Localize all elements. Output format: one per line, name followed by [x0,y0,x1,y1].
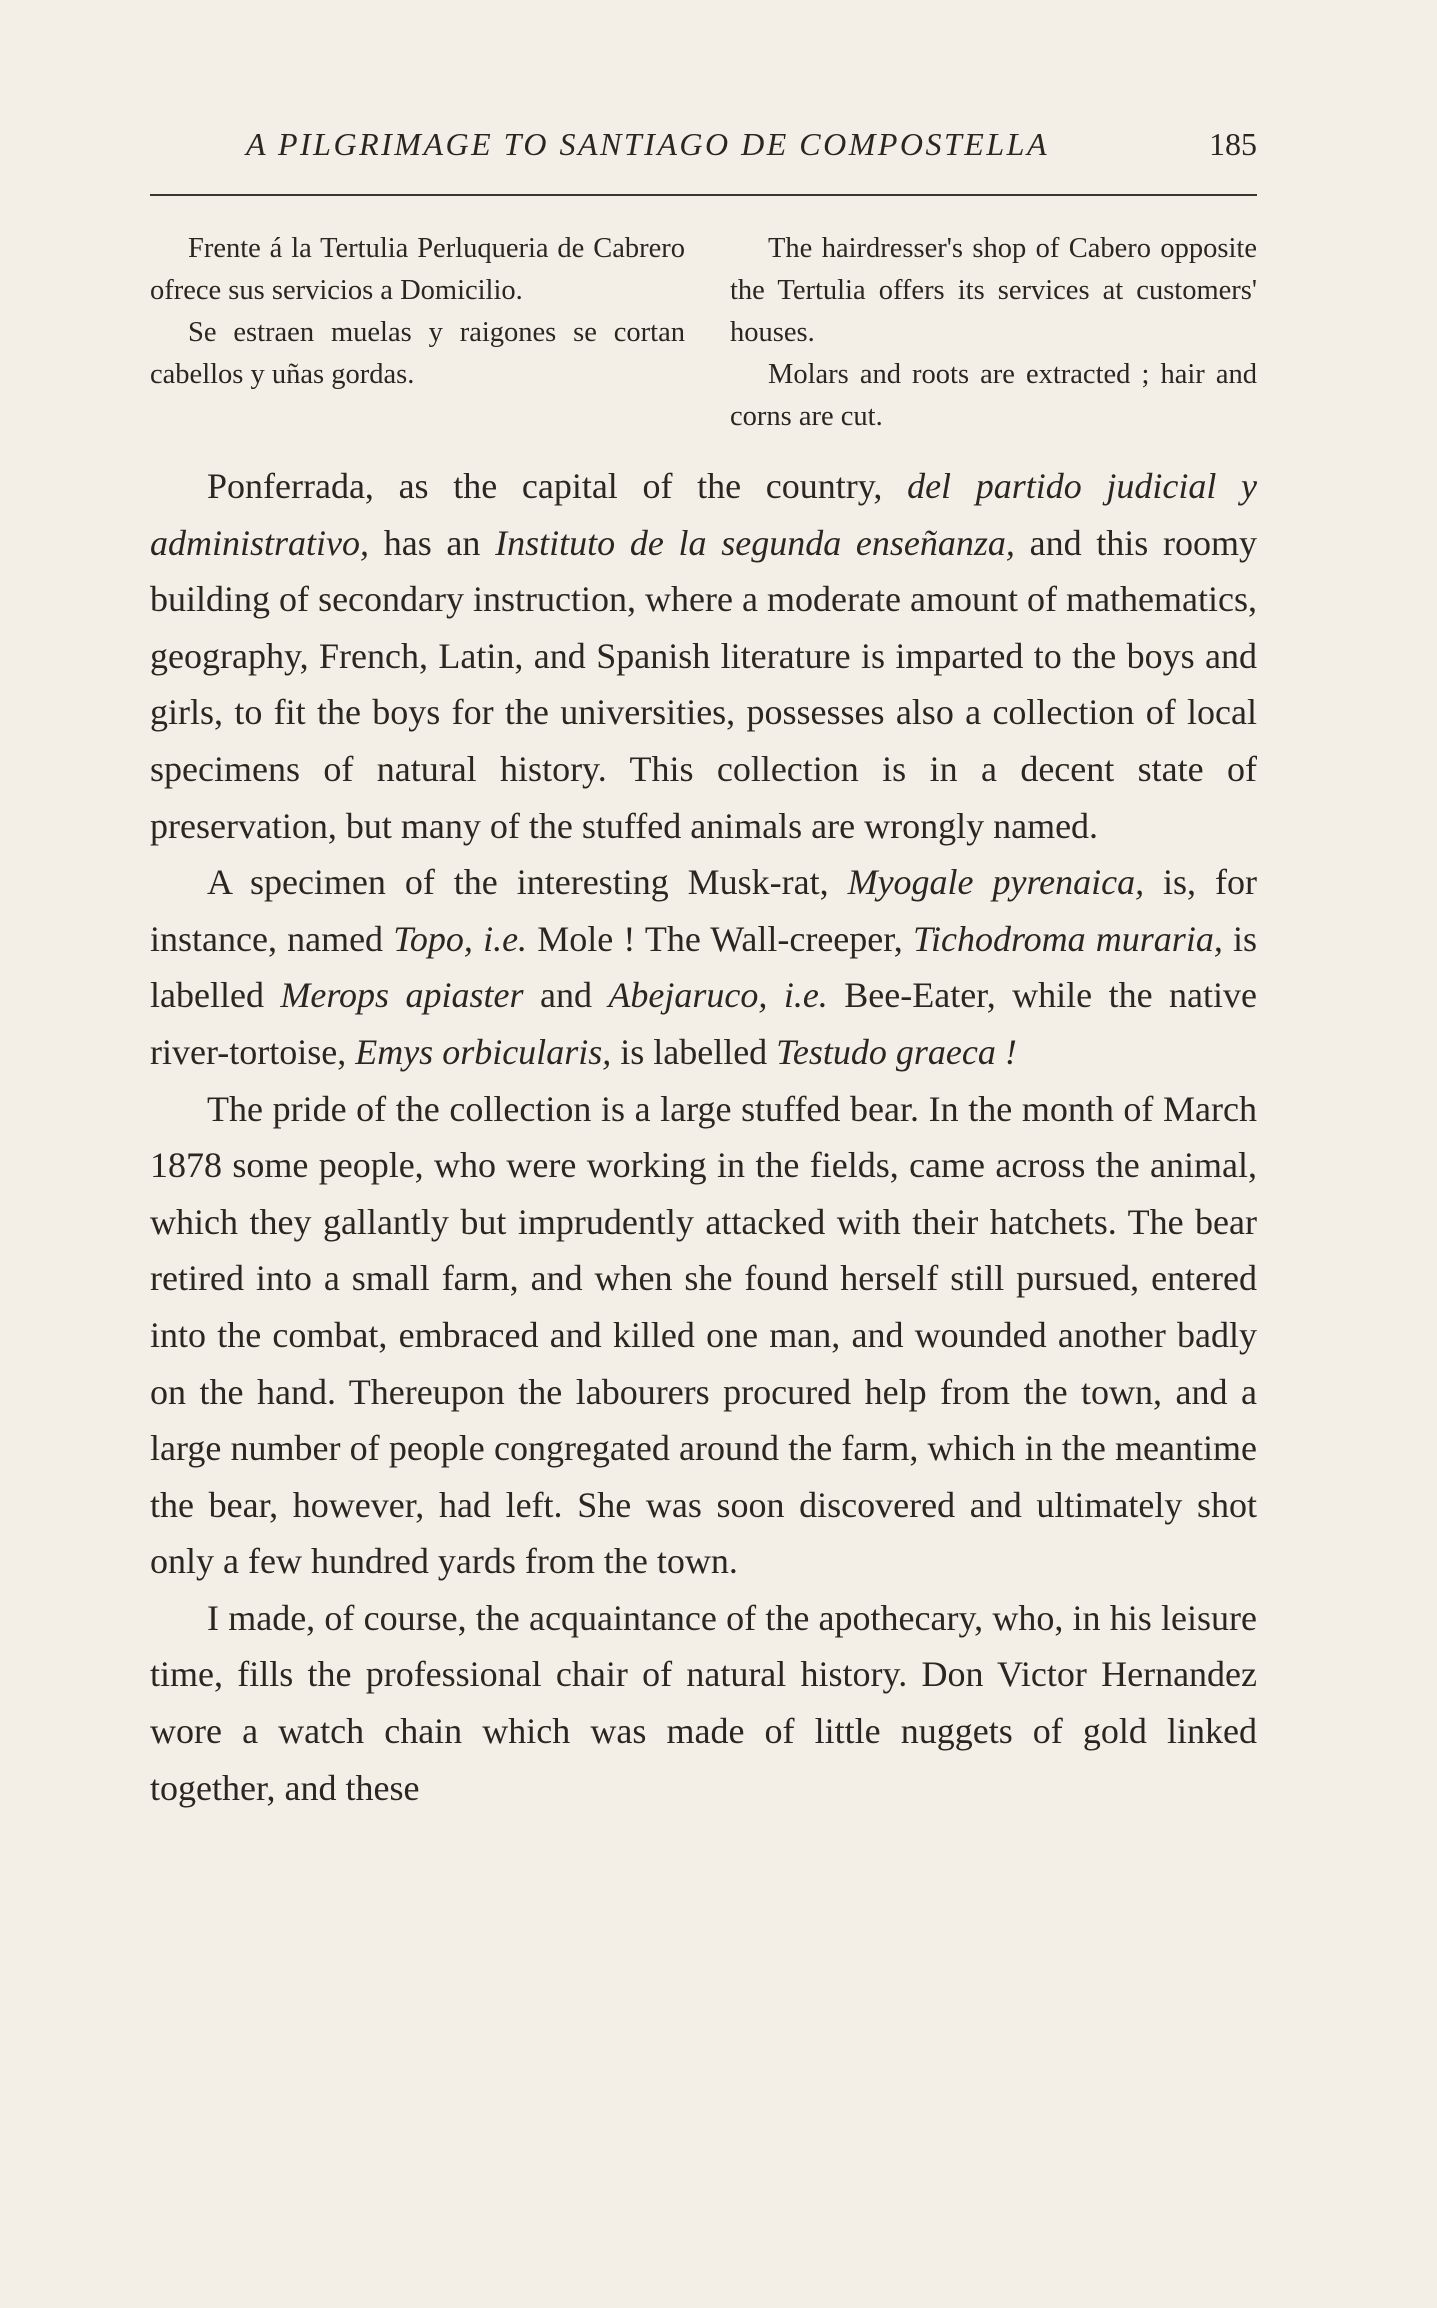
running-head [150,126,1257,176]
sign-spanish-line-1: Frente á la Tertulia Perluqueria de Cabrero ofrece sus servicios a Domicilio. [150,233,685,306]
sign-spanish [150,228,685,396]
paragraph-2: A specimen of the interesting Musk-rat, Myogale pyrenaica, is, for instance, named Topo, i.e. Mole ! The Wall-creeper, Tichodroma muraria, is labelled Merops apiaster and Abejaruco, i.e. Bee-Eater, while the native river-tortoise, Emys orbicularis, is labelled Testudo graeca ! [150,862,1257,1072]
page-number: 185 [1209,126,1257,162]
body-text [150,458,1257,1816]
sign-english-line-1: The hairdresser's shop of Cabero opposite the Tertulia offers its services at customers' houses. [730,233,1257,348]
sign-spanish-line-2: Se estraen muelas y raigones se cortan cabellos y uñas gordas. [150,317,685,390]
header-rule [150,194,1257,196]
sign-english [730,228,1257,438]
sign-english-line-2: Molars and roots are extracted ; hair and corns are cut. [730,359,1257,432]
book-page [150,0,1257,2308]
paragraph-4: I made, of course, the acquaintance of the apothecary, who, in his leisure time, fills the professional chair of natural history. Don Victor Hernandez wore a watch chain which was made of little nuggets of gold linked together, and these [150,1597,1257,1808]
paragraph-1: Ponferrada, as the capital of the country, del partido judicial y administrativo, has an Instituto de la segunda enseñanza, and this roomy building of secondary instruction, where a moderate amount of mathematics, geography, French, Latin, and Spanish literature is imparted to the boys and girls, to fit the boys for the universities, possesses also a collection of local specimens of natural history. This collection is in a decent state of preservation, but many of the stuffed animals are wrongly named. [150,466,1258,846]
running-head-title: A PILGRIMAGE TO SANTIAGO DE COMPOSTELLA [246,126,1049,162]
paragraph-3: The pride of the collection is a large stuffed bear. In the month of March 1878 some people, who were working in the fields, came across the animal, which they gallantly but imprudently attacked with their hatchets. The bear retired into a small farm, and when she found herself still pursued, entered into the combat, embraced and killed one man, and wounded another badly on the hand. Thereupon the labourers procured help from the town, and a large number of people congregated around the farm, which in the meantime the bear, however, had left. She was soon discovered and ultimately shot only a few hundred yards from the town. [150,1088,1257,1582]
